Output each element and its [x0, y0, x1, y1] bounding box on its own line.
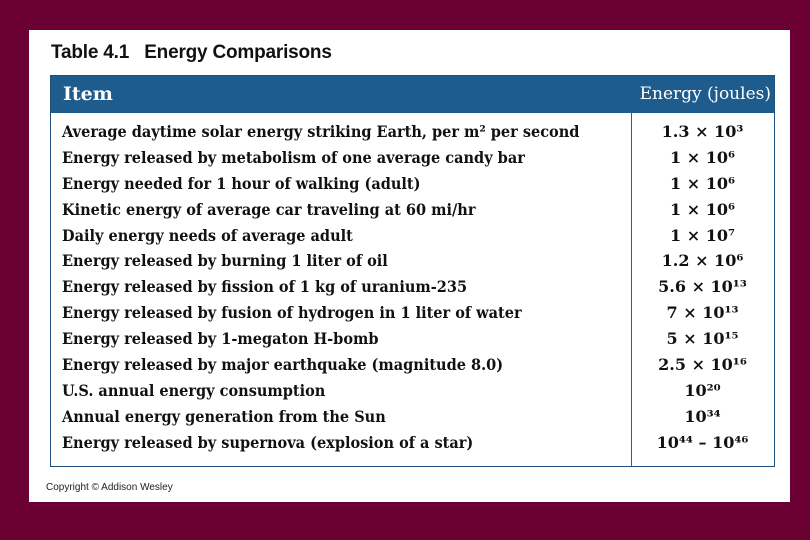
row-energy-value: 1 × 10⁷ — [670, 225, 735, 245]
row-energy-value: 1 × 10⁶ — [670, 147, 735, 167]
row-item-label: Energy released by burning 1 liter of oil — [62, 251, 388, 271]
table-row — [51, 200, 774, 226]
table-row — [51, 122, 774, 148]
table-number: Table 4.1 — [51, 42, 130, 63]
row-item-label: Energy needed for 1 hour of walking (adult) — [62, 173, 421, 193]
copyright-notice: Copyright © Addison Wesley — [46, 482, 173, 493]
row-energy-value: 7 × 10¹³ — [666, 303, 739, 323]
table-row — [51, 407, 774, 433]
table-row — [51, 329, 774, 355]
row-item-label: Annual energy generation from the Sun — [62, 406, 386, 426]
table-row — [51, 277, 774, 303]
row-energy-value: 1 × 10⁶ — [670, 173, 735, 193]
table-row — [51, 433, 774, 459]
row-item-label: Energy released by metabolism of one average candy bar — [62, 147, 525, 167]
row-energy-value: 10⁴⁴ – 10⁴⁶ — [656, 432, 749, 452]
row-item-label: Kinetic energy of average car traveling at 60 mi/hr — [62, 199, 476, 219]
row-item-label: Daily energy needs of average adult — [62, 225, 353, 245]
row-energy-value: 10²⁰ — [684, 380, 721, 400]
row-energy-value: 5.6 × 10¹³ — [658, 277, 747, 297]
row-energy-value: 1.3 × 10³ — [661, 122, 744, 141]
table-title — [51, 42, 332, 64]
energy-table — [50, 75, 775, 467]
table-title-text: Energy Comparisons — [144, 42, 332, 63]
row-item-label: Average daytime solar energy striking Earth, per m² per second — [62, 122, 580, 141]
row-energy-value: 10³⁴ — [684, 406, 721, 426]
row-item-label: Energy released by supernova (explosion of a star) — [62, 432, 474, 452]
table-row — [51, 226, 774, 252]
table-body — [51, 122, 774, 459]
column-header-item: Item — [63, 83, 113, 105]
row-item-label: Energy released by fission of 1 kg of uranium-235 — [62, 277, 468, 297]
row-item-label: Energy released by major earthquake (magnitude 8.0) — [62, 355, 504, 375]
table-row — [51, 355, 774, 381]
row-item-label: U.S. annual energy consumption — [62, 380, 326, 400]
table-row — [51, 303, 774, 329]
row-item-label: Energy released by 1-megaton H-bomb — [62, 329, 379, 349]
column-header-energy: Energy (joules) — [639, 84, 771, 104]
table-row — [51, 148, 774, 174]
row-energy-value: 5 × 10¹⁵ — [666, 329, 739, 349]
table-row — [51, 251, 774, 277]
table-header — [51, 76, 774, 113]
row-energy-value: 1.2 × 10⁶ — [661, 251, 744, 271]
row-energy-value: 1 × 10⁶ — [670, 199, 735, 219]
row-energy-value: 2.5 × 10¹⁶ — [658, 355, 747, 375]
slide — [29, 30, 790, 502]
table-row — [51, 381, 774, 407]
table-row — [51, 174, 774, 200]
row-item-label: Energy released by fusion of hydrogen in 1 liter of water — [62, 303, 522, 323]
